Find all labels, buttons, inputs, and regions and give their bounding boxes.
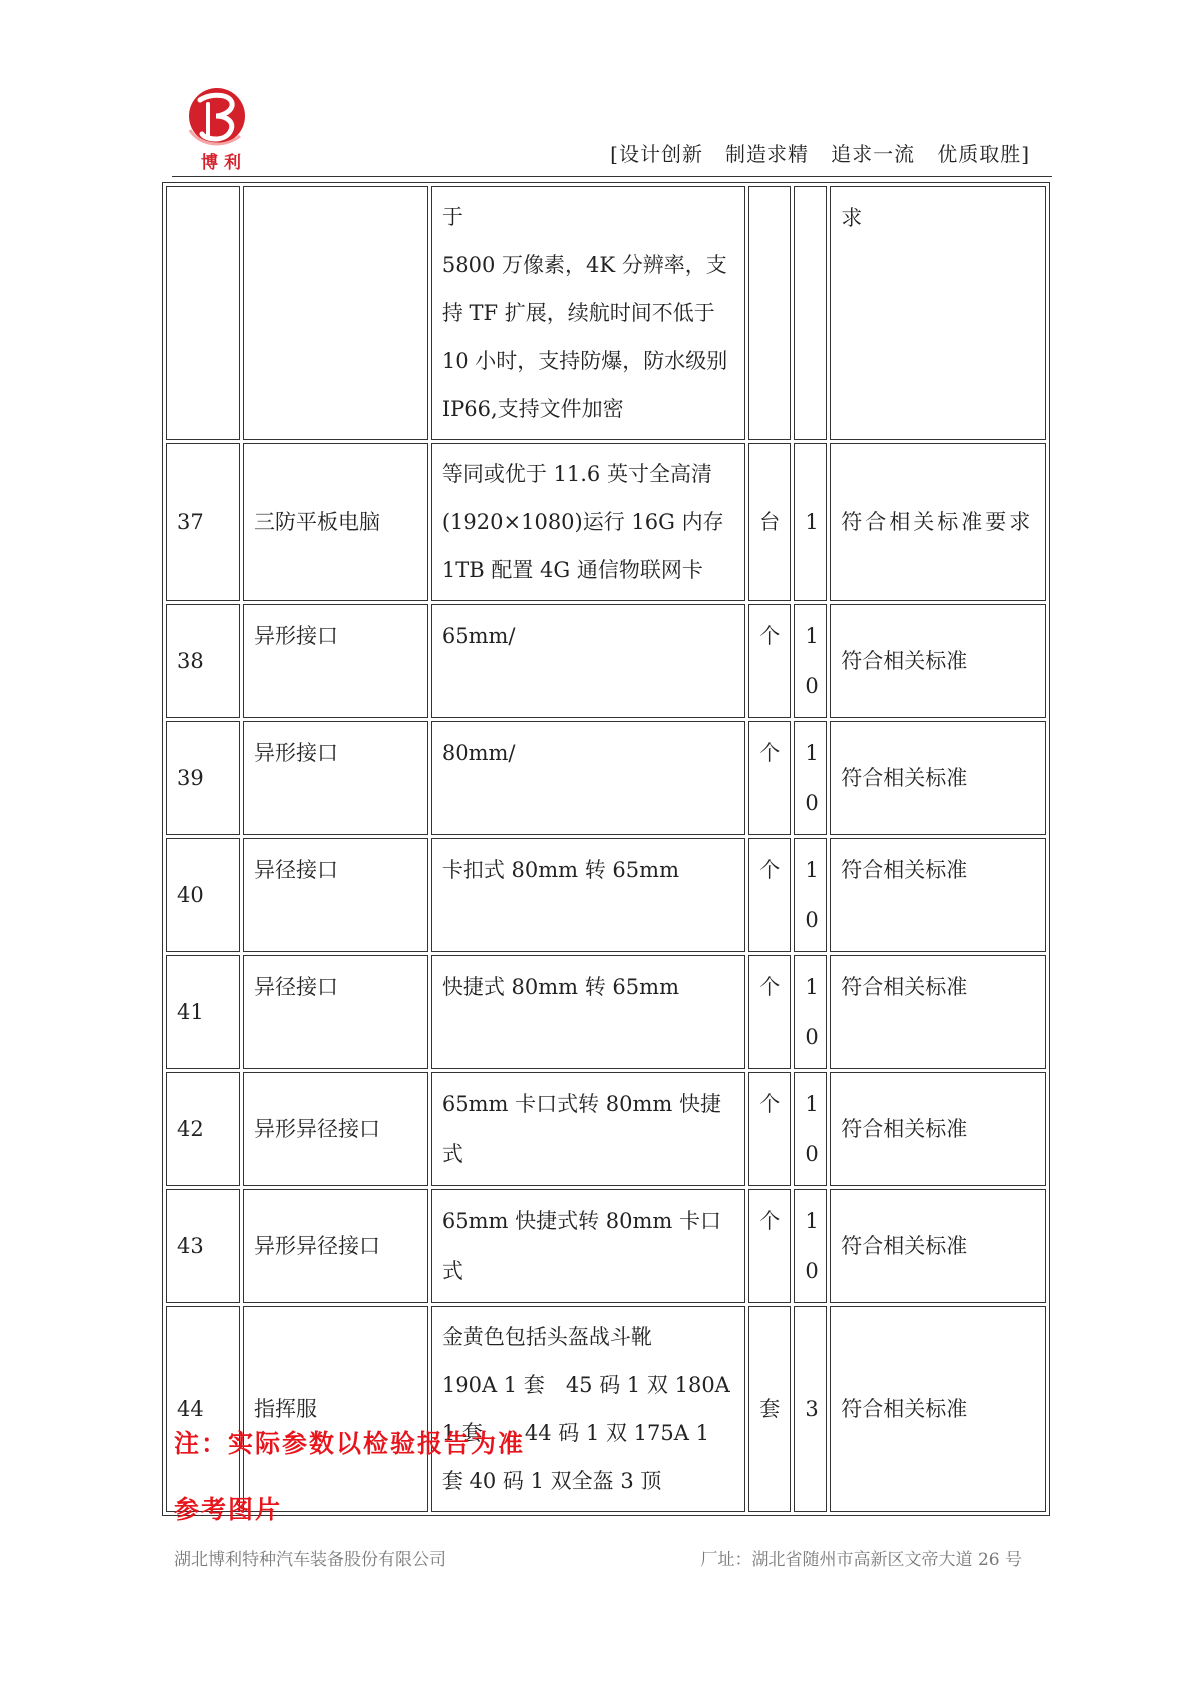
item-unit-cell: 台 [748, 443, 791, 601]
item-spec-cell: 等同或优于 11.6 英寸全高清 (1920×1080)运行 16G 内存 1TB 配置 4G 通信物联网卡 [431, 443, 745, 601]
item-standard-cell: 符合相关标准 [830, 721, 1046, 835]
item-qty-cell: 3 [794, 1306, 827, 1512]
item-name-cell: 指挥服 [243, 1306, 428, 1512]
item-qty-cell [794, 186, 827, 440]
table-row [166, 721, 1046, 835]
item-number-cell: 37 [166, 443, 240, 601]
item-name-cell: 异形接口 [243, 604, 428, 718]
item-spec-cell: 65mm 快捷式转 80mm 卡口式 [431, 1189, 745, 1303]
item-name-cell: 异径接口 [243, 955, 428, 1069]
item-spec-cell: 65mm/ [431, 604, 745, 718]
logo-text: 博利 [201, 153, 247, 173]
item-unit-cell [748, 186, 791, 440]
item-unit-cell: 个 [748, 604, 791, 718]
item-qty-cell: 10 [794, 721, 827, 835]
item-name-cell: 三防平板电脑 [243, 443, 428, 601]
item-standard-cell: 符合相关标准 [830, 1072, 1046, 1186]
item-unit-cell: 个 [748, 838, 791, 952]
item-number-cell: 43 [166, 1189, 240, 1303]
item-standard-cell: 符合相关标准 [830, 1306, 1046, 1512]
item-number-cell: 38 [166, 604, 240, 718]
item-qty-cell: 10 [794, 1072, 827, 1186]
table-row [166, 604, 1046, 718]
page-header [172, 80, 1052, 176]
table-row [166, 955, 1046, 1069]
item-spec-cell: 65mm 卡口式转 80mm 快捷式 [431, 1072, 745, 1186]
item-spec-cell: 80mm/ [431, 721, 745, 835]
item-standard-cell: 符合相关标准 [830, 604, 1046, 718]
item-standard-cell: 符合相关标准 [830, 1189, 1046, 1303]
item-number-cell: 39 [166, 721, 240, 835]
footer-company-name: 湖北博利特种汽车装备股份有限公司 [174, 1550, 446, 1570]
item-qty-cell: 1 [794, 443, 827, 601]
item-qty-cell: 10 [794, 604, 827, 718]
reference-pictures-heading: 参考图片 [174, 1495, 283, 1524]
item-number-cell [166, 186, 240, 440]
parameter-note: 注：实际参数以检验报告为准 [174, 1429, 526, 1458]
item-unit-cell: 个 [748, 721, 791, 835]
item-qty-cell: 10 [794, 838, 827, 952]
item-standard-cell: 符合相关标准 [830, 955, 1046, 1069]
company-slogan: [设计创新 制造求精 追求一流 优质取胜] [610, 142, 1030, 166]
item-name-cell: 异径接口 [243, 838, 428, 952]
logo-mark-icon [182, 86, 252, 150]
item-spec-cell: 快捷式 80mm 转 65mm [431, 955, 745, 1069]
item-number-cell: 41 [166, 955, 240, 1069]
footer-factory-address: 厂址：湖北省随州市高新区文帝大道 26 号 [700, 1550, 1022, 1570]
item-number-cell: 44 [166, 1306, 240, 1512]
table-row [166, 1189, 1046, 1303]
item-qty-cell: 10 [794, 1189, 827, 1303]
header-divider [172, 176, 1052, 177]
item-spec-cell: 卡扣式 80mm 转 65mm [431, 838, 745, 952]
item-number-cell: 42 [166, 1072, 240, 1186]
table-row [166, 443, 1046, 601]
table-row [166, 1306, 1046, 1512]
item-name-cell: 异形异径接口 [243, 1189, 428, 1303]
item-number-cell: 40 [166, 838, 240, 952]
item-standard-cell: 符合相关标准 [830, 838, 1046, 952]
item-qty-cell: 10 [794, 955, 827, 1069]
company-logo [182, 86, 252, 176]
item-spec-cell: 金黄色包括头盔战斗靴 190A 1 套 45 码 1 双 180A 1 套 44 码 1 双 175A 1 套 40 码 1 双全盔 3 顶 [431, 1306, 745, 1512]
item-name-cell: 异形异径接口 [243, 1072, 428, 1186]
item-unit-cell: 个 [748, 1072, 791, 1186]
equipment-spec-table [162, 182, 1050, 1516]
item-standard-cell: 符合相关标准要求 [830, 443, 1046, 601]
item-unit-cell: 套 [748, 1306, 791, 1512]
item-unit-cell: 个 [748, 1189, 791, 1303]
item-standard-cell: 求 [830, 186, 1046, 440]
table-row [166, 1072, 1046, 1186]
item-spec-cell: 于 5800 万像素，4K 分辨率，支持 TF 扩展，续航时间不低于 10 小时，支持防爆，防水级别 IP66,支持文件加密 [431, 186, 745, 440]
table-row [166, 186, 1046, 440]
item-name-cell: 异形接口 [243, 721, 428, 835]
item-unit-cell: 个 [748, 955, 791, 1069]
item-name-cell [243, 186, 428, 440]
table-row [166, 838, 1046, 952]
